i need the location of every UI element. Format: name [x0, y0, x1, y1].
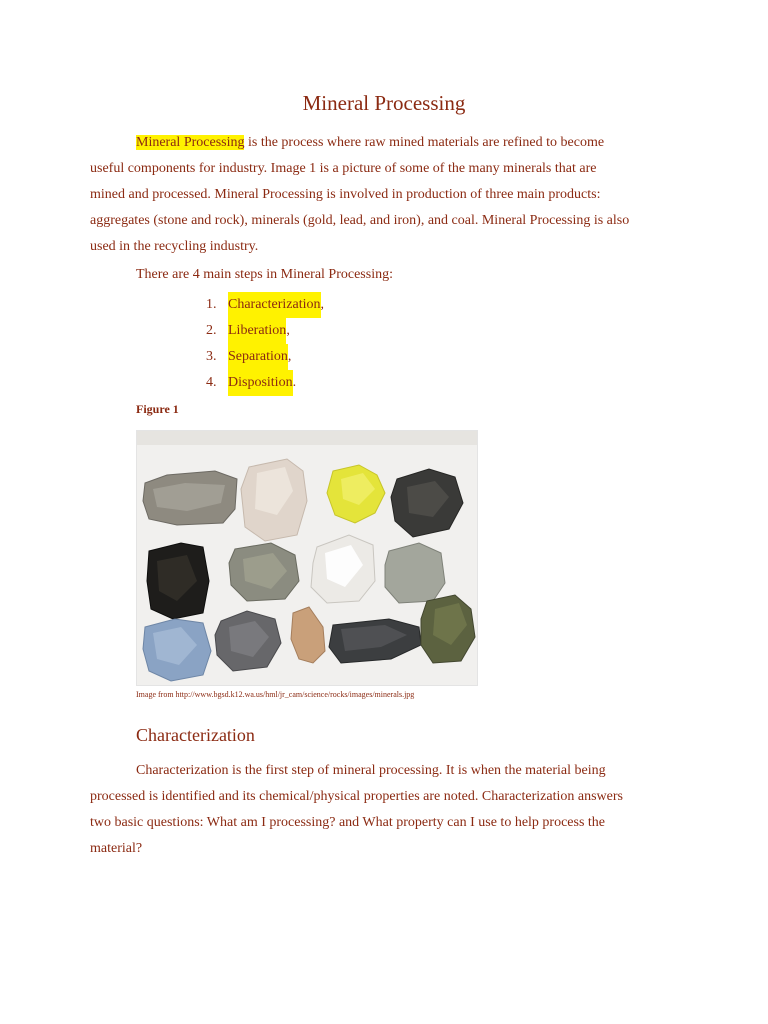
steps-list	[206, 292, 324, 396]
section-heading: Characterization	[136, 725, 255, 745]
minerals-photo	[136, 430, 478, 686]
highlighted-term: Mineral Processing	[136, 135, 245, 150]
intro-paragraph: Mineral Processing is the process where raw mined materials are refined to become useful components for industry. Image 1 is a picture of some of the many minerals that are mined and processed. Mineral Processing is involved in production of three main products: aggregates (stone and rock), minerals (gold, lead, and iron), and coal. Mineral Processing is also used in the recycling industry.	[90, 135, 630, 254]
list-item: 2. Liberation ,	[206, 318, 324, 344]
list-item: 4. Disposition .	[206, 370, 324, 396]
figure-label: Figure 1	[136, 402, 179, 416]
steps-intro: There are 4 main steps in Mineral Processing:	[136, 267, 393, 282]
section-paragraph: Characterization is the first step of mineral processing. It is when the material being processed is identified and its chemical/physical properties are noted. Characterization answers two basic questions: What am I processing? and What property can I use to help process the material?	[90, 763, 623, 856]
list-item: 3. Separation ,	[206, 344, 324, 370]
figure-caption: Image from http://www.bgsd.k12.wa.us/hml/jr_cam/science/rocks/images/minerals.jpg	[136, 690, 415, 699]
list-item: 1. Characterization ,	[206, 292, 324, 318]
page-title: Mineral Processing	[302, 91, 466, 115]
